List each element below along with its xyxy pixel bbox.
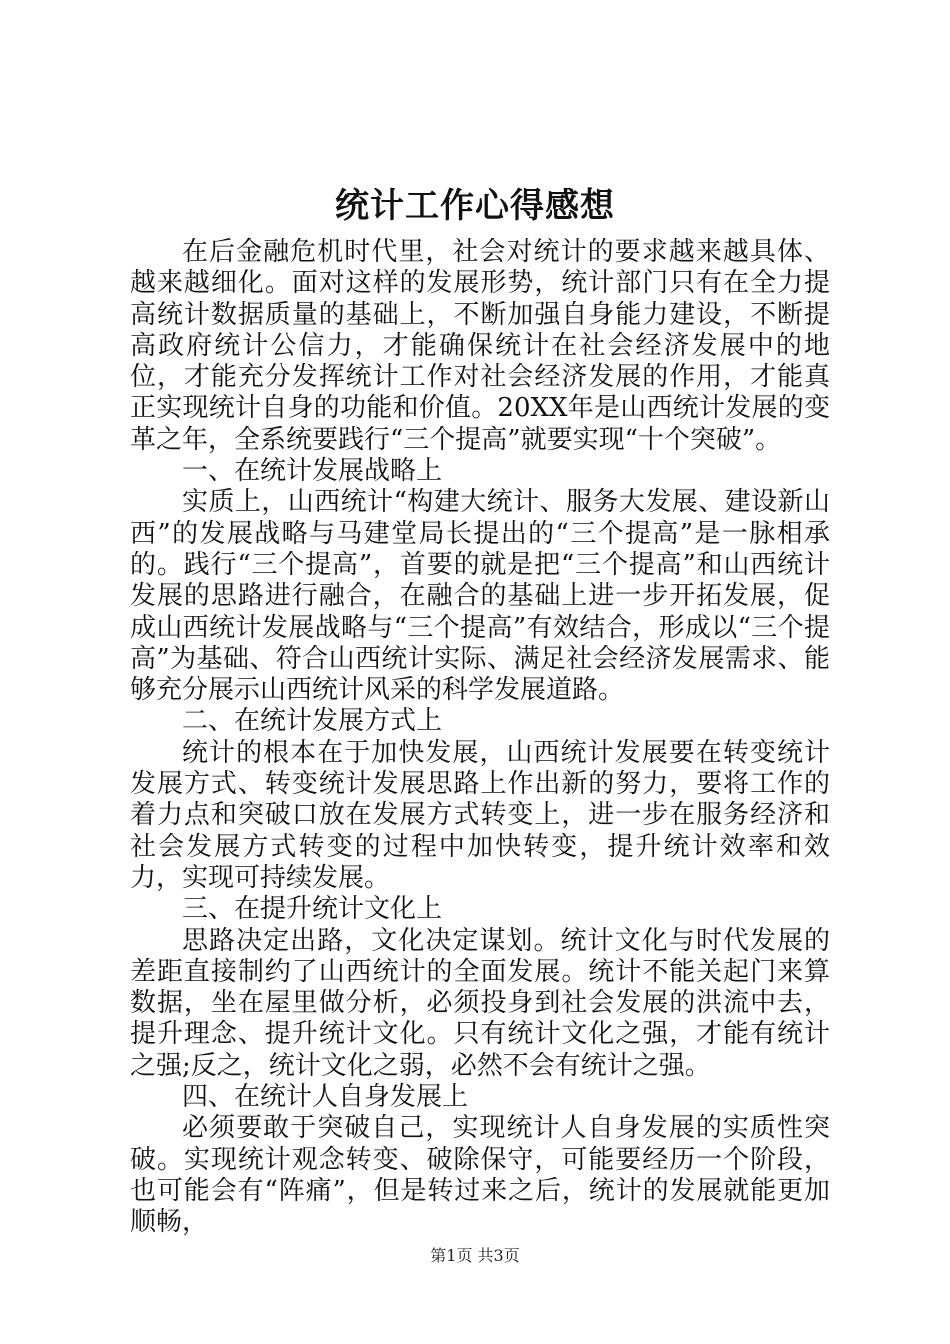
page-number-footer: 第1页 共3页 — [430, 1246, 520, 1265]
body-paragraph-2: 统计的根本在于加快发展，山西统计发展要在转变统计发展方式、转变统计发展思路上作出新的努力，要将工作的着力点和突破口放在发展方式转变上，进一步在服务经济和社会发展方式转变的过程中加快转变，提升统计效率和效力，实现可持续发展。 — [130, 737, 830, 893]
section-heading-1: 一、在统计发展战略上 — [182, 456, 443, 487]
body-paragraph-1: 实质上，山西统计“构建大统计、服务大发展、建设新山西”的发展战略与马建堂局长提出的“三个提高”是一脉相承的。践行“三个提高”，首要的就是把“三个提高”和山西统计发展的思路进行融合，在融合的基础上进一步开拓发展，促成山西统计发展战略与“三个提高”有效结合，形成以“三个提高”为基础、符合山西统计实际、满足社会经济发展需求、能够充分展示山西统计风采的科学发展道路。 — [130, 487, 830, 706]
document-title: 统计工作心得感想 — [335, 186, 615, 226]
body-paragraph-3: 思路决定出路，文化决定谋划。统计文化与时代发展的差距直接制约了山西统计的全面发展。统计不能关起门来算数据，坐在屋里做分析，必须投身到社会发展的洪流中去，提升理念、提升统计文化。只有统计文化之强，才能有统计之强;反之，统计文化之弱，必然不会有统计之强。 — [130, 925, 830, 1081]
section-heading-3: 三、在提升统计文化上 — [182, 894, 443, 925]
body-paragraph-4: 必须要敢于突破自己，实现统计人自身发展的实质性突破。实现统计观念转变、破除保守，可能要经历一个阶段，也可能会有“阵痛”，但是转过来之后，统计的发展就能更加顺畅， — [130, 1113, 830, 1238]
document-body — [130, 237, 830, 1239]
section-heading-4: 四、在统计人自身发展上 — [182, 1082, 469, 1113]
section-heading-2: 二、在统计发展方式上 — [182, 706, 443, 737]
body-paragraph-intro: 在后金融危机时代里，社会对统计的要求越来越具体、越来越细化。面对这样的发展形势，统计部门只有在全力提高统计数据质量的基础上，不断加强自身能力建设，不断提高政府统计公信力，才能确保统计在社会经济发展中的地位，才能充分发挥统计工作对社会经济发展的作用，才能真正实现统计自身的功能和价值。20XX年是山西统计发展的变革之年，全系统要践行“三个提高”就要实现“十个突破”。 — [130, 237, 830, 455]
